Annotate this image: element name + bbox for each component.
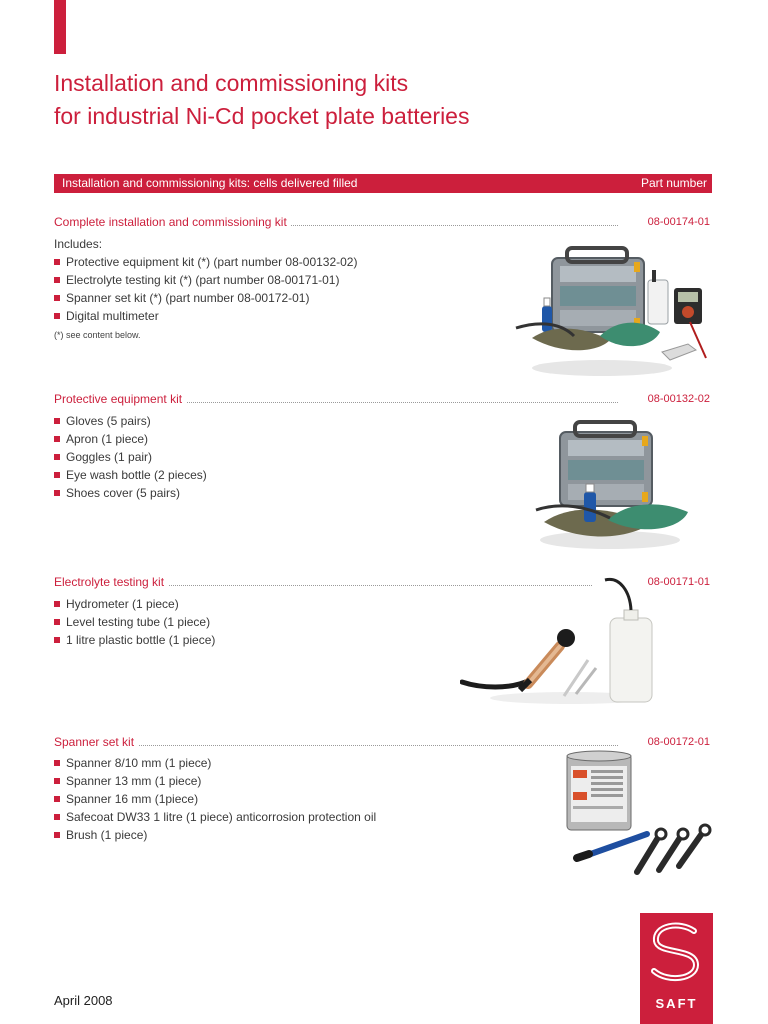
kit-part-number: 08-00172-01 [647,736,710,748]
saft-logo [640,913,713,1024]
list-item [54,595,474,613]
list-item-text: Spanner set kit (*) (part number 08-00172-01) [66,291,310,305]
page-title-line-2: for industrial Ni-Cd pocket plate batteries [54,103,470,129]
kit-row-complete [54,215,712,229]
bullet-square-icon [54,778,60,784]
kit-item-list [54,754,474,844]
list-item [54,412,474,430]
list-item-text: Digital multimeter [66,309,159,323]
includes-label: Includes: [54,237,103,251]
accent-bar [54,0,66,54]
brand-wordmark: SAFT [655,996,698,1011]
bullet-square-icon [54,760,60,766]
list-item [54,253,474,271]
kit-name: Electrolyte testing kit [54,575,168,589]
bullet-square-icon [54,472,60,478]
kit-name: Complete installation and commissioning kit [54,215,291,229]
spanner-kit-photo [555,748,715,878]
list-item [54,271,474,289]
kit-part-number: 08-00132-02 [647,393,710,405]
list-item [54,613,474,631]
list-item-text: Hydrometer (1 piece) [66,597,179,611]
list-item [54,289,474,307]
list-item [54,754,474,772]
kit-details-electrolyte [54,595,474,649]
bullet-square-icon [54,454,60,460]
bullet-square-icon [54,490,60,496]
kit-name: Protective equipment kit [54,392,186,406]
part-number-header: Part number [640,176,707,190]
kit-item-list [54,253,474,325]
protective-kit-photo [530,418,695,553]
table-header-label: Installation and commissioning kits: cells delivered filled [62,176,358,190]
list-item [54,631,474,649]
list-item-text: Safecoat DW33 1 litre (1 piece) anticorrosion protection oil [66,810,377,824]
list-item [54,484,474,502]
list-item-text: Level testing tube (1 piece) [66,615,211,629]
kit-part-number: 08-00171-01 [647,576,710,588]
dotted-leader [60,745,618,746]
bullet-square-icon [54,814,60,820]
bullet-square-icon [54,796,60,802]
kit-row-protective [54,392,712,406]
list-item [54,808,474,826]
list-item-text: Gloves (5 pairs) [66,414,151,428]
list-item-text: Goggles (1 pair) [66,450,153,464]
list-item [54,430,474,448]
bullet-square-icon [54,277,60,283]
bullet-square-icon [54,601,60,607]
saft-s-emblem-icon [640,913,713,993]
list-item-text: Protective equipment kit (*) (part number 08-00132-02) [66,255,358,269]
list-item-text: 1 litre plastic bottle (1 piece) [66,633,216,647]
bullet-square-icon [54,295,60,301]
list-item-text: Apron (1 piece) [66,432,149,446]
kit-part-number: 08-00174-01 [647,216,710,228]
list-item [54,772,474,790]
list-item-text: Spanner 8/10 mm (1 piece) [66,756,212,770]
bullet-square-icon [54,436,60,442]
kit-details-spanner [54,754,474,844]
bullet-square-icon [54,637,60,643]
bullet-square-icon [54,418,60,424]
bullet-square-icon [54,619,60,625]
list-item [54,790,474,808]
kit-name: Spanner set kit [54,735,138,749]
list-item [54,826,474,844]
footnote: (*) see content below. [54,330,141,340]
bullet-square-icon [54,313,60,319]
list-item-text: Spanner 16 mm (1piece) [66,792,199,806]
bullet-square-icon [54,259,60,265]
table-header-bar [54,174,712,193]
list-item-text: Electrolyte testing kit (*) (part number 08-00171-01) [66,273,340,287]
publication-date: April 2008 [54,993,113,1008]
kit-item-list [54,595,474,649]
list-item [54,466,474,484]
list-item-text: Brush (1 piece) [66,828,148,842]
bullet-square-icon [54,832,60,838]
electrolyte-kit-photo [460,572,660,707]
kit-item-list [54,412,474,502]
complete-kit-photo [512,240,712,380]
list-item [54,448,474,466]
list-item [54,307,474,325]
list-item-text: Spanner 13 mm (1 piece) [66,774,202,788]
kit-details-complete [54,235,474,344]
page-title [54,67,469,133]
page-title-line-1: Installation and commissioning kits [54,70,409,96]
kit-row-spanner [54,735,712,749]
kit-details-protective [54,412,474,502]
list-item-text: Shoes cover (5 pairs) [66,486,181,500]
list-item-text: Eye wash bottle (2 pieces) [66,468,207,482]
